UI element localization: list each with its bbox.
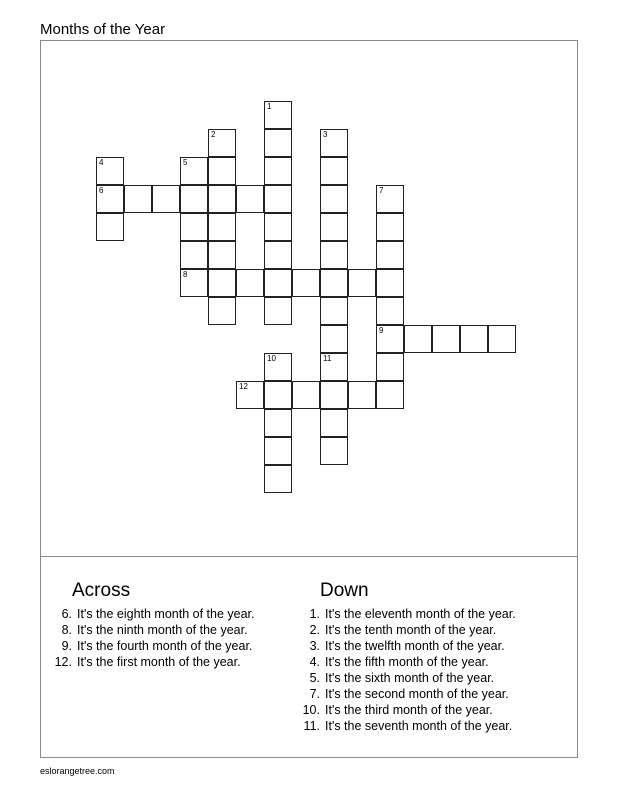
clue-text: It's the sixth month of the year.	[325, 671, 495, 685]
grid-cell[interactable]	[376, 297, 404, 325]
clue-text: It's the tenth month of the year.	[325, 623, 497, 637]
clue-num: 9.	[61, 639, 72, 653]
across-clue	[50, 606, 255, 622]
clue-number: 6	[99, 186, 104, 195]
grid-cell[interactable]	[264, 157, 292, 185]
clue-number: 4	[99, 158, 104, 167]
clue-text: It's the fifth month of the year.	[325, 655, 489, 669]
grid-cell[interactable]	[376, 353, 404, 381]
grid-cell[interactable]	[208, 213, 236, 241]
grid-cell[interactable]	[208, 269, 236, 297]
grid-cell[interactable]	[152, 185, 180, 213]
grid-cell[interactable]	[264, 269, 292, 297]
grid-cell[interactable]	[320, 353, 348, 381]
grid-cell[interactable]	[376, 269, 404, 297]
clue-num: 5.	[309, 671, 320, 685]
grid-cell[interactable]	[264, 241, 292, 269]
down-clue	[298, 702, 516, 718]
grid-cell[interactable]	[404, 325, 432, 353]
clue-num: 4.	[309, 655, 320, 669]
down-heading: Down	[320, 580, 369, 601]
clue-text: It's the first month of the year.	[77, 655, 241, 669]
down-clue	[298, 654, 516, 670]
clue-number: 7	[379, 186, 384, 195]
across-clue	[50, 654, 255, 670]
grid-cell[interactable]	[376, 213, 404, 241]
clue-num: 3.	[309, 639, 320, 653]
grid-cell[interactable]	[320, 269, 348, 297]
clue-num: 8.	[61, 623, 72, 637]
across-clue-list	[50, 606, 255, 670]
across-heading: Across	[72, 580, 131, 601]
grid-cell[interactable]	[320, 157, 348, 185]
grid-cell[interactable]	[376, 241, 404, 269]
grid-cell[interactable]	[376, 381, 404, 409]
clue-number: 10	[267, 354, 276, 363]
grid-cell[interactable]	[180, 157, 208, 185]
grid-cell[interactable]	[264, 213, 292, 241]
grid-cell[interactable]	[264, 381, 292, 409]
clue-num: 7.	[309, 687, 320, 701]
grid-cell[interactable]	[180, 269, 208, 297]
down-clue	[298, 718, 516, 734]
down-clue-list	[298, 606, 516, 734]
grid-cell[interactable]	[236, 269, 264, 297]
clue-number: 9	[379, 326, 384, 335]
clue-num: 11.	[303, 719, 320, 733]
grid-cell[interactable]	[320, 185, 348, 213]
clue-text: It's the ninth month of the year.	[77, 623, 248, 637]
grid-cell[interactable]	[320, 241, 348, 269]
clue-text: It's the eighth month of the year.	[77, 607, 255, 621]
grid-cell[interactable]	[320, 213, 348, 241]
grid-cell[interactable]	[348, 269, 376, 297]
clue-num: 1.	[309, 607, 320, 621]
clue-num: 6.	[61, 607, 72, 621]
grid-cell[interactable]	[264, 465, 292, 493]
grid-cell[interactable]	[320, 129, 348, 157]
clue-number: 11	[323, 354, 332, 363]
grid-cell[interactable]	[180, 241, 208, 269]
grid-cell[interactable]	[292, 381, 320, 409]
clue-text: It's the eleventh month of the year.	[325, 607, 516, 621]
down-clue	[298, 686, 516, 702]
down-clue	[298, 622, 516, 638]
grid-cell[interactable]	[264, 409, 292, 437]
grid-cell[interactable]	[236, 185, 264, 213]
grid-cell[interactable]	[320, 409, 348, 437]
clue-num: 10.	[302, 703, 320, 717]
clue-num: 2.	[309, 623, 320, 637]
across-clue	[50, 622, 255, 638]
grid-cell[interactable]	[124, 185, 152, 213]
grid-cell[interactable]	[348, 381, 376, 409]
grid-cell[interactable]	[208, 297, 236, 325]
grid-cell[interactable]	[432, 325, 460, 353]
grid-cell[interactable]	[488, 325, 516, 353]
grid-cell[interactable]	[96, 213, 124, 241]
grid-cell[interactable]	[264, 185, 292, 213]
grid-cell[interactable]	[236, 381, 264, 409]
grid-cell[interactable]	[96, 157, 124, 185]
grid-cell[interactable]	[264, 129, 292, 157]
grid-cell[interactable]	[320, 381, 348, 409]
clue-number: 5	[183, 158, 188, 167]
grid-cell[interactable]	[376, 185, 404, 213]
down-clue	[298, 638, 516, 654]
grid-cell[interactable]	[208, 129, 236, 157]
grid-cell[interactable]	[264, 297, 292, 325]
clue-text: It's the fourth month of the year.	[77, 639, 253, 653]
grid-cell[interactable]	[264, 353, 292, 381]
grid-cell[interactable]	[208, 185, 236, 213]
clue-text: It's the twelfth month of the year.	[325, 639, 505, 653]
clue-text: It's the second month of the year.	[325, 687, 509, 701]
grid-cell[interactable]	[320, 437, 348, 465]
grid-cell[interactable]	[292, 269, 320, 297]
page-title: Months of the Year	[40, 21, 166, 38]
clue-number: 12	[239, 382, 248, 391]
clue-num: 12.	[54, 655, 72, 669]
grid-cell[interactable]	[96, 185, 124, 213]
grid-cell[interactable]	[460, 325, 488, 353]
down-clue	[298, 606, 516, 622]
clue-number: 8	[183, 270, 188, 279]
grid-cell[interactable]	[264, 437, 292, 465]
clue-number: 2	[211, 130, 216, 139]
site-footer: eslorangetree.com	[40, 766, 115, 776]
clue-number: 3	[323, 130, 328, 139]
clue-number: 1	[267, 102, 272, 111]
across-clue	[50, 638, 255, 654]
clue-text: It's the third month of the year.	[325, 703, 493, 717]
grid-cell[interactable]	[208, 157, 236, 185]
clue-text: It's the seventh month of the year.	[325, 719, 513, 733]
grid-cell[interactable]	[180, 185, 208, 213]
grid-cell[interactable]	[180, 213, 208, 241]
grid-cell[interactable]	[264, 101, 292, 129]
grid-cell[interactable]	[208, 241, 236, 269]
grid-cell[interactable]	[320, 297, 348, 325]
down-clue	[298, 670, 516, 686]
grid-cell[interactable]	[376, 325, 404, 353]
grid-cell[interactable]	[320, 325, 348, 353]
